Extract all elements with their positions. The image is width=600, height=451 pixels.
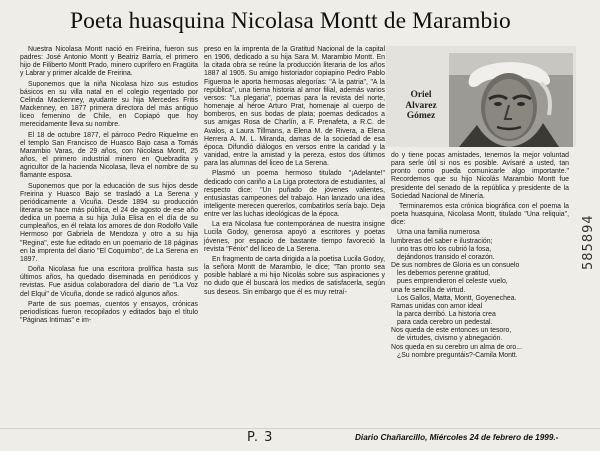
footer-divider: [0, 428, 600, 429]
author-surname-1: Alvarez: [405, 100, 437, 111]
paragraph: La era Nicolasa fue contemporánea de nuestra insigne Lucila Godoy, generosa apoyó a escritores y poetas jóvenes, por espacio de bastante tiempo favoreció la revista "Fénix" del liceo de La Serena.: [204, 221, 385, 253]
poem-line: De sus nombres de Gloria es un consuelo: [391, 262, 520, 270]
paragraph: Doña Nicolasa fue una escritora prolífica hasta sus últimos años, ha quedado diseminada en periódicos y revistas. Fue asidua colaboradora del diario de "La Voz del Elqui" de Vicuña, donde se radicó algunos años.: [20, 266, 198, 298]
paragraph: Suponemos que la niña Nicolasa hizo sus estudios básicos en su villa natal en el colegio regentado por Celinda Mackenney, ayudante su hija Mercedes Fritis Mackenney, en 1877 primera directora del más antiguo liceo femenino de Chile, en Copiapó que hoy merecidamente lleva su nombre.: [20, 80, 198, 129]
poem-line: pues emprendieron el celeste vuelo,: [397, 278, 508, 286]
paragraph: Terminaremos esta crónica biográfica con el poema la poeta huasquina, Nicolasa Montt, titulado "Una reliquia", dice:: [391, 202, 569, 227]
paragraph: Parte de sus poemas, cuentos y ensayos, crónicas periodísticas fueron recopilados y editados bajo el título "Páginas Intimas" e im-: [20, 300, 198, 324]
author-portrait: [449, 53, 573, 147]
poem-line: Ramas unidas con amor ideal: [391, 302, 483, 310]
paragraph: Nuestra Nicolasa Montt nació en Freirina, fueron sus padres: José Antonio Montt y Beatriz Barría, el primero hijo de Filiberto Montt Prado, minero cuprífero en Fragüita y Labrar y primer alcalde de Freirina.: [20, 46, 198, 78]
handwritten-archive-number: 585894: [581, 214, 596, 270]
article-column-2: [204, 46, 385, 299]
poem-line: una fe sencilla de virtud.: [391, 286, 466, 294]
author-first-name: Oriel: [410, 90, 432, 100]
headline: Poeta huasquina Nicolasa Montt de Marambio: [70, 8, 511, 34]
paragraph: Suponemos que por la educación de sus hijos desde Freirina y Huasco Bajo se trasladó a La Serena y periódicamente a Vicuña. Desde 1894 su producción literaria se hace más pública, el 24 de agosto de ese año dedica un poema a su hija Julia Elisa en el día de su cumpleaños, en él relata los amores de don Rodolfo Valle Hermoso por Gabriela de Mendoza y otro a su hija "Regina", este fue editado en un poemario de 18 páginas en la imprenta del diario "El Coquimbo", de La Serena en 1897.: [20, 182, 198, 263]
poem: [391, 229, 569, 360]
paragraph: preso en la imprenta de la Gratitud Nacional de la capital en 1906, dedicado a su hija Sara M. Marambio Montt. En la citada obra se reúne la producción literaria de los años 1887 al 1905. Su amigo historiador copiapino Pedro Pablo Figueroa le aporta hermosas alegorías: "A la patria", "A la república", una tierna historia al amor filial, además varios versos: "La plegaria", poemas para la revista del norte, homenaje al héroe Arturo Prat, homenaje al cuerpo de bomberos, en sus bodas de plata; poemas dedicados a sus amigas Rosa de Charlín, a F. Prenafeta, a R.C. de Avalos, a Laura Tillmans, a Elena M. de Rivera, a Elena Herrera A. M. L. Miranda, damas de la sociedad de esa época. Difundió diálogos en versos entre la caridad y la vanidad, entre la amistad y la pereza, estos dos últimos para las alumnas del liceo de La Serena.: [204, 46, 385, 168]
poem-line: dejándonos transido el corazón.: [397, 253, 495, 261]
page-number: P. 3: [247, 430, 274, 445]
poem-line: la parca derribó. La historia crea: [397, 310, 496, 318]
poem-line: Urna una familia numerosa: [397, 229, 480, 237]
poem-line: uno tras otro los cubrió la fosa,: [397, 245, 492, 253]
author-byline: [393, 90, 449, 122]
poem-line: de virtudes, civismo y abnegación.: [397, 335, 503, 343]
poem-line: para cada cerebro un pedestal.: [397, 319, 493, 327]
paragraph: El 18 de octubre 1877, el párroco Pedro Riquelme en el templo San Francisco de Huasco Bajo casa a Tomás Marambio Varas, de 29 años, con Nicolasa Montt, 25 años, el primero industrial minero en Quebradita y agricultor de la hacienda Nicolasa, lleva el nombre de su flamante esposa.: [20, 131, 198, 180]
paragraph: En fragmento de carta dirigida a la poetisa Lucila Godoy, la señora Montt de Marambio, le dice; "Tan pronto sea posible hablaré a mi hijo Nicolás sobre sus aspiraciones y no dudo que él buscará los medios de satisfacerla, según sus deseos. Sin embargo que él es muy retraí-: [204, 255, 386, 296]
poem-line: ¿Su nombre preguntáis?-Camila Montt.: [397, 351, 518, 359]
poem-line: lumbreras del saber e ilustración;: [391, 237, 493, 245]
poem-line: les debemos perenne gratitud,: [397, 270, 491, 278]
poem-line: Los Gallos, Matta, Montt, Goyenechea.: [397, 294, 517, 302]
poem-line: Nos queda en su cerebro un alma de oro...: [391, 343, 523, 351]
poem-line: Nos queda de este entonces un tesoro,: [391, 327, 512, 335]
author-surname-2: Gómez: [406, 111, 436, 121]
paragraph: Plasmó un poema hermoso titulado "¡Adelante!" dedicado con cariño a La Liga protectora de estudiantes, al respecto dice: "Un puñado de jóvenes valientes, entusiastas campeones del trabajo. Han lanzado una idea inteligente merecen quererlos, combatirlos sería bajo. Deja entre ver las luchas ideológicas de la época.: [204, 170, 385, 219]
article-column-1: [20, 46, 198, 327]
dateline: Diario Chañarcillo, Miércoles 24 de febrero de 1999.-: [355, 433, 559, 442]
paragraph: do y tiene pocas amistades, tenemos la mejor voluntad para serle útil si nos es posible. Avísaré a usted, tan pronto como pueda comunicarle algo importante." Recordemos que su hijo Nicolás Marambio Montt fue presidente del senado de la república y presidente de la Sociedad Nacional de Minería.: [391, 152, 569, 200]
article-column-3: [391, 152, 569, 360]
